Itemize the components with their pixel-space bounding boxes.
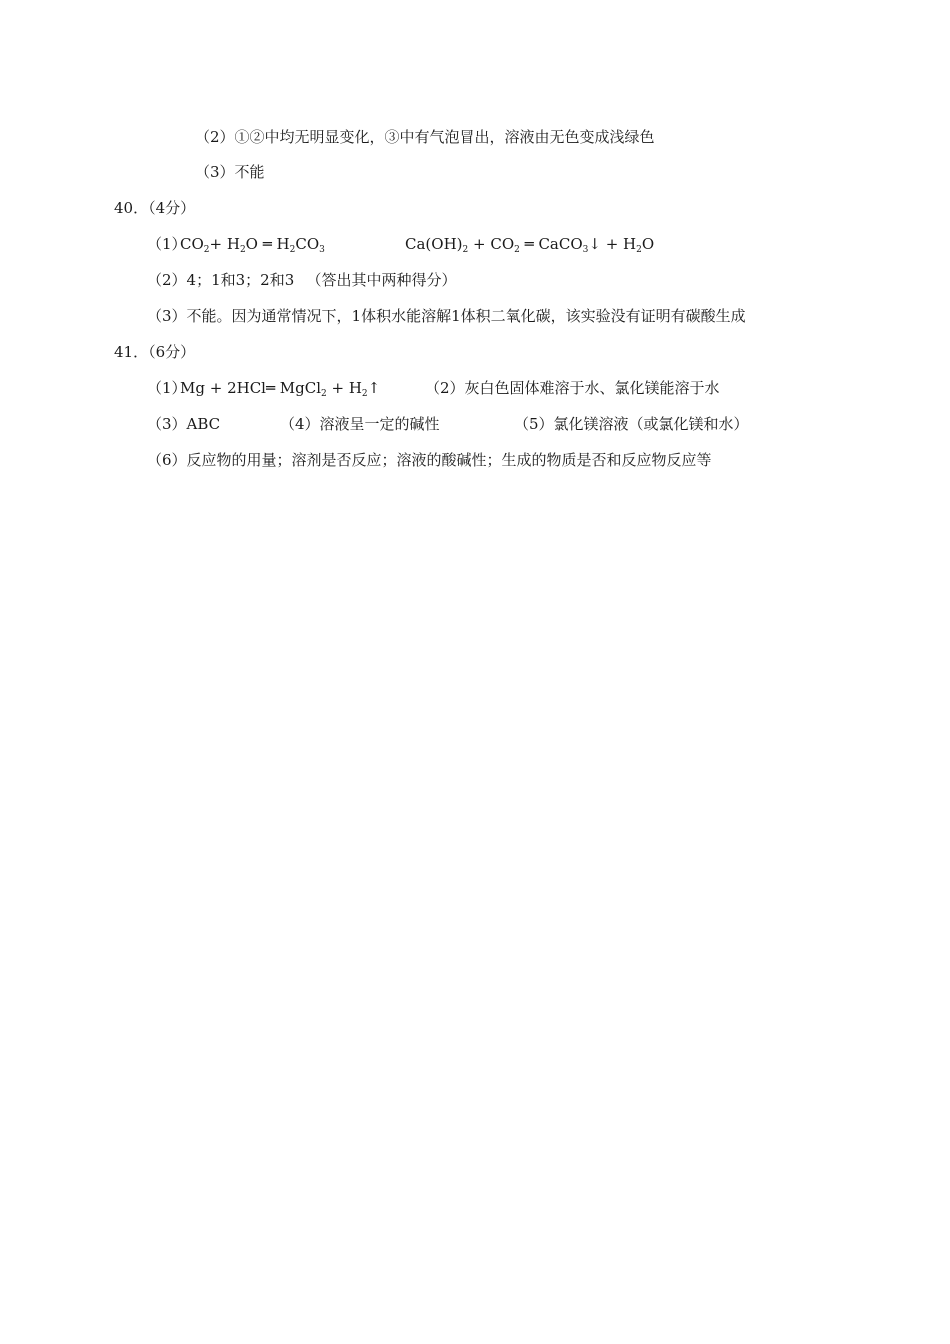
q41-header: 41．（6分） xyxy=(114,343,196,361)
q40-part3: （3）不能。因为通常情况下，1体积水能溶解1体积二氧化碳，该实验没有证明有碳酸生成 xyxy=(147,307,746,325)
q41-part3: （3）ABC xyxy=(147,415,221,433)
q41-part2: （2）灰白色固体难溶于水、氯化镁能溶于水 xyxy=(425,379,720,397)
q40-part1 xyxy=(147,234,707,254)
q41-part5: （5）氯化镁溶液（或氯化镁和水） xyxy=(514,415,749,433)
q41-part1-label: （1） xyxy=(147,379,187,397)
q40-part1-label: （1） xyxy=(147,235,187,253)
q41-part4: （4）溶液呈一定的碱性 xyxy=(280,415,440,433)
q39-part3: （3）不能 xyxy=(195,163,265,181)
q41-part6: （6）反应物的用量；溶剂是否反应；溶液的酸碱性；生成的物质是否和反应物反应等 xyxy=(147,451,712,469)
q41-row2 xyxy=(147,414,787,434)
q40-part2: （2）4；1和3；2和3 （答出其中两种得分） xyxy=(147,271,457,289)
q40-header: 40．（4分） xyxy=(114,199,196,217)
q40-equation-2: $Ca(OH)_2 + CO_2$ ═ CaCO$_3$↓ + $H_2O$ xyxy=(405,235,655,255)
q40-equation-1: $CO_2+ H_2O$ ═ $H_2CO_3$ xyxy=(180,235,325,255)
q41-row1 xyxy=(147,378,767,398)
q39-part2: （2）①②中均无明显变化，③中有气泡冒出，溶液由无色变成浅绿色 xyxy=(195,128,655,146)
q41-equation: Mg + 2HCl═ MgCl$_2$ + $H_2↑$ xyxy=(180,379,381,399)
